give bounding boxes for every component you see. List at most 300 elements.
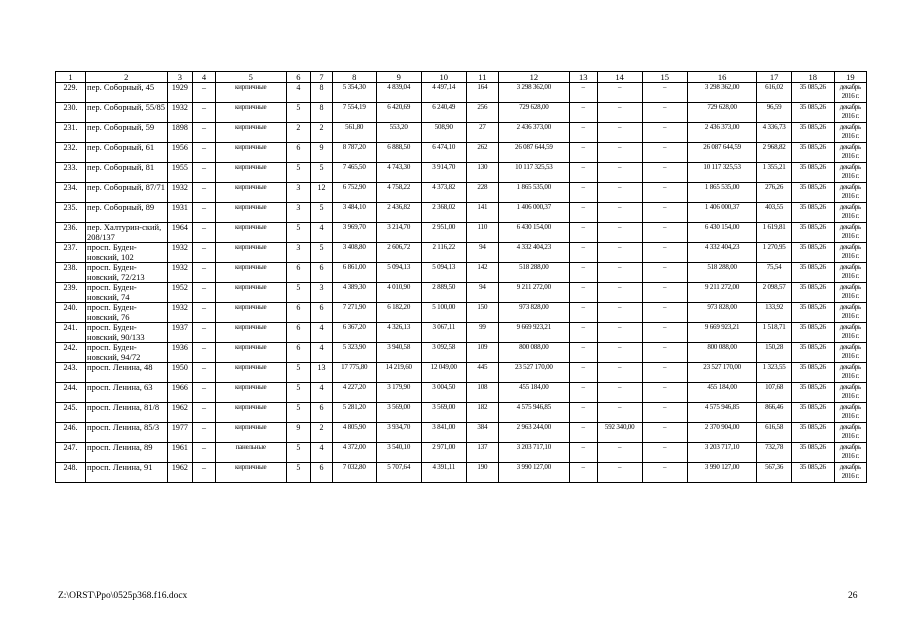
table-cell-col-6: 5 (286, 103, 311, 123)
table-cell-col-17: 403,55 (757, 203, 791, 223)
table-cell-col-2: просп. Ленина, 85/3 (86, 423, 168, 443)
table-cell-col-4: – (193, 423, 216, 443)
column-header-17: 17 (757, 72, 791, 83)
table-cell-col-1: 244. (56, 383, 86, 403)
table-cell-col-15: – (642, 443, 687, 463)
table-cell-col-13: – (569, 423, 597, 443)
table-cell-col-15: – (642, 83, 687, 103)
table-cell-col-16: 455 184,00 (687, 383, 757, 403)
table-row (56, 343, 867, 363)
table-cell-col-12: 3 203 717,10 (498, 443, 569, 463)
table-cell-col-2: просп. Ленина, 63 (86, 383, 168, 403)
table-cell-col-17: 107,68 (757, 383, 791, 403)
table-cell-col-9: 553,20 (376, 123, 421, 143)
column-number-row (56, 72, 867, 83)
table-cell-col-7: 2 (311, 423, 332, 443)
table-cell-col-4: – (193, 403, 216, 423)
table-cell-col-14: – (597, 103, 642, 123)
table-cell-col-8: 4 227,20 (332, 383, 376, 403)
table-cell-col-10: 12 049,00 (421, 363, 466, 383)
table-cell-col-18: 35 085,26 (791, 443, 834, 463)
table-cell-col-16: 4 575 946,85 (687, 403, 757, 423)
table-cell-col-14: – (597, 223, 642, 243)
table-cell-col-18: 35 085,26 (791, 103, 834, 123)
table-cell-col-9: 6 420,69 (376, 103, 421, 123)
table-cell-col-16: 973 828,00 (687, 303, 757, 323)
table-cell-col-18: 35 085,26 (791, 183, 834, 203)
table-cell-col-15: – (642, 423, 687, 443)
table-cell-col-13: – (569, 403, 597, 423)
column-header-10: 10 (421, 72, 466, 83)
table-cell-col-15: – (642, 163, 687, 183)
table-cell-col-19: декабрь 2016 г. (834, 143, 866, 163)
table-cell-col-1: 247. (56, 443, 86, 463)
table-cell-col-3: 1936 (167, 343, 193, 363)
table-cell-col-17: 4 336,73 (757, 123, 791, 143)
table-cell-col-16: 729 628,00 (687, 103, 757, 123)
table-cell-col-10: 3 067,11 (421, 323, 466, 343)
table-cell-col-12: 1 406 000,37 (498, 203, 569, 223)
table-cell-col-2: просп. Ленина, 81/8 (86, 403, 168, 423)
table-cell-col-12: 2 436 373,00 (498, 123, 569, 143)
table-cell-col-18: 35 085,26 (791, 303, 834, 323)
table-cell-col-4: – (193, 203, 216, 223)
table-cell-col-6: 5 (286, 283, 311, 303)
table-cell-col-18: 35 085,26 (791, 203, 834, 223)
table-cell-col-10: 5 100,00 (421, 303, 466, 323)
table-cell-col-2: просп. Буден-новский, 102 (86, 243, 168, 263)
table-cell-col-3: 1932 (167, 243, 193, 263)
table-cell-col-13: – (569, 323, 597, 343)
table-cell-col-1: 230. (56, 103, 86, 123)
table-cell-col-19: декабрь 2016 г. (834, 403, 866, 423)
table-cell-col-3: 1932 (167, 103, 193, 123)
footer-file-path: Z:\ORST\Ppo\0525p368.f16.docx (58, 591, 188, 601)
table-cell-col-11: 384 (466, 423, 498, 443)
table-cell-col-19: декабрь 2016 г. (834, 363, 866, 383)
table-cell-col-18: 35 085,26 (791, 343, 834, 363)
table-cell-col-10: 2 116,22 (421, 243, 466, 263)
column-header-16: 16 (687, 72, 757, 83)
table-cell-col-15: – (642, 143, 687, 163)
table-row (56, 223, 867, 243)
table-cell-col-18: 35 085,26 (791, 223, 834, 243)
table-cell-col-3: 1961 (167, 443, 193, 463)
table-cell-col-19: декабрь 2016 г. (834, 423, 866, 443)
table-cell-col-13: – (569, 443, 597, 463)
table-cell-col-19: декабрь 2016 г. (834, 83, 866, 103)
table-cell-col-13: – (569, 103, 597, 123)
table-cell-col-4: – (193, 103, 216, 123)
table-cell-col-11: 150 (466, 303, 498, 323)
table-cell-col-16: 1 865 535,00 (687, 183, 757, 203)
table-cell-col-11: 141 (466, 203, 498, 223)
table-cell-col-2: пер. Соборный, 81 (86, 163, 168, 183)
table-cell-col-14: – (597, 323, 642, 343)
table-cell-col-14: – (597, 163, 642, 183)
column-header-2: 2 (86, 72, 168, 83)
table-cell-col-12: 518 288,00 (498, 263, 569, 283)
table-cell-col-19: декабрь 2016 г. (834, 323, 866, 343)
table-cell-col-15: – (642, 463, 687, 483)
table-cell-col-8: 5 323,90 (332, 343, 376, 363)
table-cell-col-9: 3 179,90 (376, 383, 421, 403)
table-cell-col-7: 6 (311, 263, 332, 283)
table-cell-col-13: – (569, 83, 597, 103)
table-cell-col-7: 13 (311, 363, 332, 383)
table-cell-col-15: – (642, 223, 687, 243)
table-row (56, 383, 867, 403)
table-cell-col-3: 1962 (167, 463, 193, 483)
table-row (56, 423, 867, 443)
table-cell-col-13: – (569, 183, 597, 203)
table-cell-col-16: 9 211 272,00 (687, 283, 757, 303)
table-cell-col-5: кирпичные (215, 343, 286, 363)
table-row (56, 443, 867, 463)
table-cell-col-7: 6 (311, 403, 332, 423)
table-cell-col-18: 35 085,26 (791, 423, 834, 443)
table-cell-col-6: 6 (286, 323, 311, 343)
table-cell-col-3: 1952 (167, 283, 193, 303)
document-table (55, 71, 867, 483)
table-cell-col-14: – (597, 203, 642, 223)
table-cell-col-14: – (597, 283, 642, 303)
table-cell-col-11: 94 (466, 243, 498, 263)
table-cell-col-5: кирпичные (215, 263, 286, 283)
table-cell-col-13: – (569, 243, 597, 263)
table-cell-col-4: – (193, 463, 216, 483)
table-cell-col-8: 4 389,30 (332, 283, 376, 303)
table-cell-col-11: 94 (466, 283, 498, 303)
table-row (56, 403, 867, 423)
table-cell-col-8: 7 465,50 (332, 163, 376, 183)
table-cell-col-6: 5 (286, 403, 311, 423)
table-cell-col-2: просп. Буден-новский, 74 (86, 283, 168, 303)
table-body (56, 83, 867, 483)
table-cell-col-11: 110 (466, 223, 498, 243)
table-cell-col-7: 9 (311, 143, 332, 163)
table-row (56, 243, 867, 263)
table-cell-col-12: 973 828,00 (498, 303, 569, 323)
table-cell-col-10: 4 391,11 (421, 463, 466, 483)
table-cell-col-11: 27 (466, 123, 498, 143)
table-cell-col-9: 6 888,50 (376, 143, 421, 163)
table-cell-col-14: – (597, 183, 642, 203)
table-cell-col-5: кирпичные (215, 303, 286, 323)
table-cell-col-19: декабрь 2016 г. (834, 103, 866, 123)
table-cell-col-2: просп. Буден-новский, 94/72 (86, 343, 168, 363)
table-cell-col-14: – (597, 343, 642, 363)
table-cell-col-14: 592 340,00 (597, 423, 642, 443)
table-cell-col-11: 142 (466, 263, 498, 283)
table-cell-col-18: 35 085,26 (791, 83, 834, 103)
table-cell-col-15: – (642, 123, 687, 143)
table-cell-col-15: – (642, 283, 687, 303)
table-cell-col-10: 2 951,00 (421, 223, 466, 243)
table-cell-col-1: 234. (56, 183, 86, 203)
table-cell-col-12: 9 669 923,21 (498, 323, 569, 343)
table-cell-col-12: 3 298 362,00 (498, 83, 569, 103)
table-cell-col-17: 1 270,95 (757, 243, 791, 263)
table-cell-col-5: кирпичные (215, 323, 286, 343)
table-cell-col-16: 4 332 404,23 (687, 243, 757, 263)
table-cell-col-18: 35 085,26 (791, 463, 834, 483)
table-cell-col-19: декабрь 2016 г. (834, 243, 866, 263)
table-cell-col-12: 10 117 325,53 (498, 163, 569, 183)
table-cell-col-17: 276,26 (757, 183, 791, 203)
table-cell-col-11: 108 (466, 383, 498, 403)
table-cell-col-10: 3 569,00 (421, 403, 466, 423)
table-cell-col-1: 245. (56, 403, 86, 423)
table-cell-col-9: 2 606,72 (376, 243, 421, 263)
table-cell-col-1: 229. (56, 83, 86, 103)
table-cell-col-11: 137 (466, 443, 498, 463)
table-cell-col-11: 256 (466, 103, 498, 123)
table-cell-col-15: – (642, 263, 687, 283)
table-cell-col-15: – (642, 323, 687, 343)
table-cell-col-4: – (193, 283, 216, 303)
table-cell-col-16: 3 298 362,00 (687, 83, 757, 103)
table-cell-col-1: 240. (56, 303, 86, 323)
table-cell-col-19: декабрь 2016 г. (834, 223, 866, 243)
table-cell-col-2: пер. Соборный, 45 (86, 83, 168, 103)
column-header-4: 4 (193, 72, 216, 83)
table-cell-col-14: – (597, 443, 642, 463)
table-cell-col-8: 5 354,30 (332, 83, 376, 103)
table-cell-col-12: 26 087 644,59 (498, 143, 569, 163)
table-cell-col-9: 4 743,30 (376, 163, 421, 183)
column-header-3: 3 (167, 72, 193, 83)
table-cell-col-13: – (569, 363, 597, 383)
table-cell-col-1: 238. (56, 263, 86, 283)
table-cell-col-12: 4 575 946,85 (498, 403, 569, 423)
table-cell-col-10: 2 368,02 (421, 203, 466, 223)
table-cell-col-19: декабрь 2016 г. (834, 443, 866, 463)
table-row (56, 143, 867, 163)
table-cell-col-17: 1 619,81 (757, 223, 791, 243)
table-cell-col-6: 6 (286, 303, 311, 323)
column-header-12: 12 (498, 72, 569, 83)
table-cell-col-10: 508,90 (421, 123, 466, 143)
page-number: 26 (848, 591, 858, 601)
table-cell-col-7: 5 (311, 243, 332, 263)
table-cell-col-9: 4 010,90 (376, 283, 421, 303)
table-row (56, 183, 867, 203)
table-cell-col-19: декабрь 2016 г. (834, 343, 866, 363)
table-cell-col-10: 4 497,14 (421, 83, 466, 103)
table-cell-col-19: декабрь 2016 г. (834, 283, 866, 303)
table-cell-col-1: 243. (56, 363, 86, 383)
table-cell-col-15: – (642, 403, 687, 423)
table-row (56, 83, 867, 103)
table-cell-col-5: кирпичные (215, 183, 286, 203)
table-row (56, 303, 867, 323)
table-row (56, 103, 867, 123)
table-cell-col-11: 445 (466, 363, 498, 383)
table-cell-col-14: – (597, 303, 642, 323)
table-cell-col-1: 241. (56, 323, 86, 343)
table-cell-col-2: просп. Буден-новский, 76 (86, 303, 168, 323)
table-cell-col-3: 1931 (167, 203, 193, 223)
table-cell-col-4: – (193, 363, 216, 383)
table-row (56, 263, 867, 283)
column-header-9: 9 (376, 72, 421, 83)
table-cell-col-2: просп. Ленина, 89 (86, 443, 168, 463)
table-cell-col-6: 5 (286, 163, 311, 183)
table-row (56, 323, 867, 343)
table-cell-col-2: пер. Халтурин-ский, 208/137 (86, 223, 168, 243)
table-cell-col-16: 1 406 000,37 (687, 203, 757, 223)
table-cell-col-10: 3 841,00 (421, 423, 466, 443)
table-cell-col-17: 150,28 (757, 343, 791, 363)
table-cell-col-4: – (193, 223, 216, 243)
table-cell-col-5: кирпичные (215, 163, 286, 183)
table-cell-col-3: 1898 (167, 123, 193, 143)
table-cell-col-9: 5 094,13 (376, 263, 421, 283)
table-cell-col-9: 3 540,10 (376, 443, 421, 463)
table-row (56, 203, 867, 223)
column-header-15: 15 (642, 72, 687, 83)
table-cell-col-10: 3 004,50 (421, 383, 466, 403)
table-cell-col-8: 7 032,80 (332, 463, 376, 483)
table-cell-col-9: 5 707,64 (376, 463, 421, 483)
table-cell-col-12: 23 527 170,00 (498, 363, 569, 383)
table-cell-col-17: 2 098,57 (757, 283, 791, 303)
table-cell-col-10: 6 240,49 (421, 103, 466, 123)
table-cell-col-14: – (597, 243, 642, 263)
table-cell-col-3: 1932 (167, 183, 193, 203)
table-cell-col-3: 1977 (167, 423, 193, 443)
table-cell-col-17: 96,59 (757, 103, 791, 123)
table-cell-col-5: кирпичные (215, 403, 286, 423)
table-cell-col-7: 4 (311, 323, 332, 343)
table-cell-col-13: – (569, 283, 597, 303)
table-cell-col-16: 23 527 170,00 (687, 363, 757, 383)
table-cell-col-14: – (597, 463, 642, 483)
table-cell-col-9: 4 839,04 (376, 83, 421, 103)
table-cell-col-3: 1950 (167, 363, 193, 383)
table-cell-col-19: декабрь 2016 г. (834, 183, 866, 203)
table-cell-col-3: 1956 (167, 143, 193, 163)
table-cell-col-16: 6 430 154,00 (687, 223, 757, 243)
column-header-1: 1 (56, 72, 86, 83)
table-cell-col-5: кирпичные (215, 383, 286, 403)
table-cell-col-3: 1955 (167, 163, 193, 183)
table-cell-col-18: 35 085,26 (791, 403, 834, 423)
table-cell-col-14: – (597, 123, 642, 143)
column-header-18: 18 (791, 72, 834, 83)
table-cell-col-7: 5 (311, 163, 332, 183)
table-cell-col-18: 35 085,26 (791, 383, 834, 403)
table-cell-col-12: 3 990 127,00 (498, 463, 569, 483)
table-cell-col-18: 35 085,26 (791, 323, 834, 343)
table-cell-col-1: 232. (56, 143, 86, 163)
table-cell-col-12: 455 184,00 (498, 383, 569, 403)
table-cell-col-6: 6 (286, 263, 311, 283)
table-cell-col-7: 4 (311, 443, 332, 463)
table-cell-col-6: 5 (286, 443, 311, 463)
table-cell-col-16: 9 669 923,21 (687, 323, 757, 343)
table-cell-col-14: – (597, 363, 642, 383)
table-cell-col-6: 6 (286, 343, 311, 363)
table-cell-col-8: 7 271,90 (332, 303, 376, 323)
table-cell-col-2: пер. Соборный, 55/85 (86, 103, 168, 123)
table-cell-col-13: – (569, 163, 597, 183)
table-cell-col-5: панельные (215, 443, 286, 463)
table-cell-col-12: 800 088,00 (498, 343, 569, 363)
table-cell-col-17: 133,92 (757, 303, 791, 323)
table-cell-col-5: кирпичные (215, 283, 286, 303)
table-cell-col-7: 3 (311, 283, 332, 303)
table-cell-col-6: 3 (286, 203, 311, 223)
table-cell-col-13: – (569, 203, 597, 223)
table-cell-col-12: 1 865 535,00 (498, 183, 569, 203)
column-header-5: 5 (215, 72, 286, 83)
table-cell-col-11: 228 (466, 183, 498, 203)
column-header-6: 6 (286, 72, 311, 83)
table-cell-col-17: 1 355,21 (757, 163, 791, 183)
table-cell-col-5: кирпичные (215, 123, 286, 143)
table-cell-col-1: 231. (56, 123, 86, 143)
table-cell-col-10: 2 889,50 (421, 283, 466, 303)
table-cell-col-1: 237. (56, 243, 86, 263)
table-cell-col-8: 3 408,80 (332, 243, 376, 263)
table-cell-col-7: 4 (311, 223, 332, 243)
table-cell-col-8: 6 752,90 (332, 183, 376, 203)
table-cell-col-18: 35 085,26 (791, 283, 834, 303)
column-header-7: 7 (311, 72, 332, 83)
table-cell-col-12: 9 211 272,00 (498, 283, 569, 303)
table-cell-col-3: 1962 (167, 403, 193, 423)
column-header-19: 19 (834, 72, 866, 83)
table-cell-col-8: 7 554,19 (332, 103, 376, 123)
table-cell-col-2: просп. Ленина, 48 (86, 363, 168, 383)
table-cell-col-8: 6 367,20 (332, 323, 376, 343)
table-cell-col-14: – (597, 143, 642, 163)
table-cell-col-16: 3 990 127,00 (687, 463, 757, 483)
table-cell-col-6: 5 (286, 363, 311, 383)
column-header-13: 13 (569, 72, 597, 83)
table-cell-col-10: 4 373,82 (421, 183, 466, 203)
table-cell-col-16: 10 117 325,53 (687, 163, 757, 183)
table-cell-col-10: 3 092,58 (421, 343, 466, 363)
table-cell-col-18: 35 085,26 (791, 263, 834, 283)
table-cell-col-12: 2 963 244,00 (498, 423, 569, 443)
table-cell-col-8: 4 372,00 (332, 443, 376, 463)
table-cell-col-19: декабрь 2016 г. (834, 383, 866, 403)
table-cell-col-17: 1 518,71 (757, 323, 791, 343)
table-cell-col-15: – (642, 203, 687, 223)
table-row (56, 463, 867, 483)
table-cell-col-15: – (642, 363, 687, 383)
table-cell-col-7: 2 (311, 123, 332, 143)
table-cell-col-17: 2 968,82 (757, 143, 791, 163)
table-cell-col-16: 2 370 904,00 (687, 423, 757, 443)
table-cell-col-1: 236. (56, 223, 86, 243)
table-cell-col-5: кирпичные (215, 243, 286, 263)
table-cell-col-11: 190 (466, 463, 498, 483)
table-cell-col-18: 35 085,26 (791, 243, 834, 263)
table-cell-col-8: 4 805,90 (332, 423, 376, 443)
table-cell-col-5: кирпичные (215, 463, 286, 483)
table-cell-col-18: 35 085,26 (791, 163, 834, 183)
table-cell-col-9: 4 758,22 (376, 183, 421, 203)
table-cell-col-4: – (193, 443, 216, 463)
table-cell-col-8: 3 484,10 (332, 203, 376, 223)
column-header-14: 14 (597, 72, 642, 83)
table-cell-col-9: 4 326,13 (376, 323, 421, 343)
table-cell-col-1: 233. (56, 163, 86, 183)
